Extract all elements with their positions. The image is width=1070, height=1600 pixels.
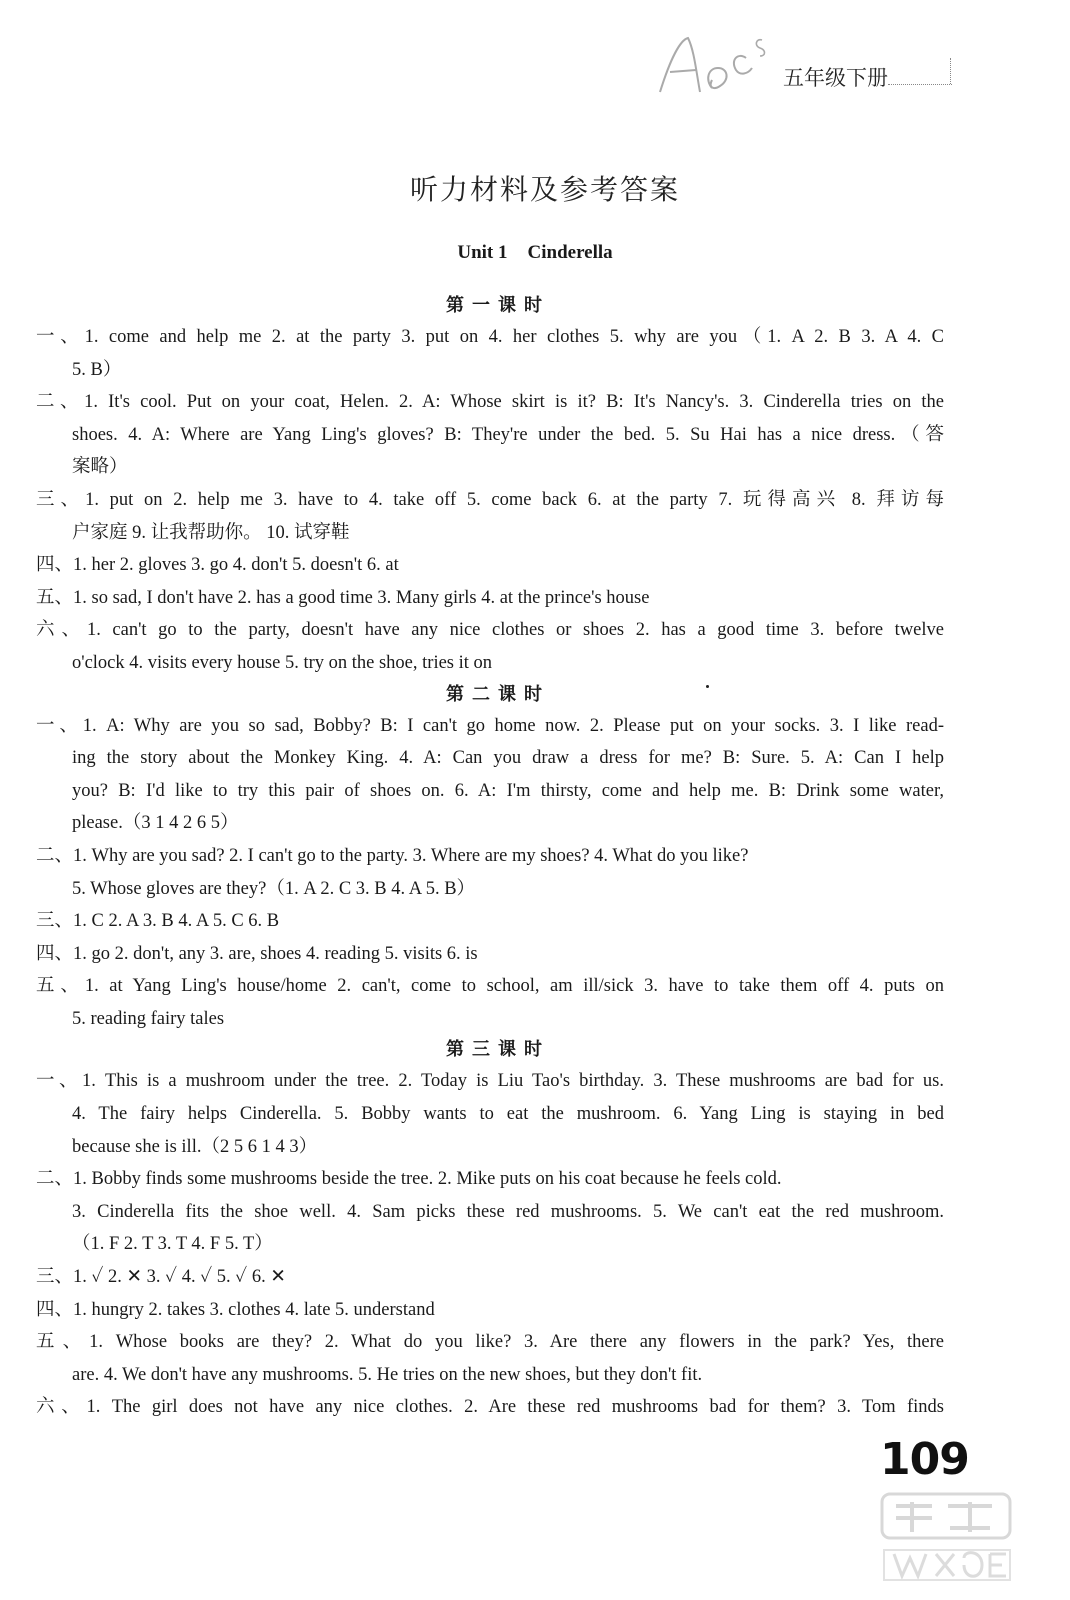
answer-line-continuation: please.（3 1 4 2 6 5） [72,813,239,834]
unit-name: Cinderella [527,242,613,263]
answer-line-continuation: are. 4. We don't have any mushrooms. 5. He tries on the new shoes, but they don't fit. [72,1364,703,1385]
lesson-heading-2: 第二课时 [446,683,550,705]
answer-line-continuation: 3. Cinderella fits the shoe well. 4. Sam picks these red mushrooms. 5. We can't eat the red mushroom. [72,1201,944,1222]
lesson-heading-3: 第三课时 [446,1039,550,1061]
answer-line: 六、1. can't go to the party, doesn't have any nice clothes or shoes 2. has a good time 3. before twelve [36,620,944,641]
answer-line: 二、1. Why are you sad? 2. I can't go to the party. 3. Where are my shoes? 4. What do you like? [36,845,749,866]
lesson-heading-1: 第一课时 [446,295,550,316]
grade-label: 五年级下册 [783,66,888,90]
answer-line: 五、1. Whose books are they? 2. What do you like? 3. Are there any flowers in the park? Yes, there [36,1332,944,1353]
answer-line: 四、1. go 2. don't, any 3. are, shoes 4. reading 5. visits 6. is [36,943,478,964]
answer-line: 三、1. C 2. A 3. B 4. A 5. C 6. B [36,911,280,932]
answer-line-continuation: 5. B） [72,359,122,380]
answer-line: 一、1. come and help me 2. at the party 3. put on 4. her clothes 5. why are you（1. A 2. B 3. A 4. C [36,327,944,347]
answer-line: 四、1. her 2. gloves 3. go 4. don't 5. doesn't 6. at [36,555,399,576]
answer-line-continuation: 4. The fairy helps Cinderella. 5. Bobby wants to eat the mushroom. 6. Yang Ling is staying in bed [72,1104,944,1125]
answer-line-continuation: 5. Whose gloves are they?（1. A 2. C 3. B 4. A 5. B） [72,878,476,899]
answer-line: 二、1. It's cool. Put on your coat, Helen. 2. A: Whose skirt is it? B: It's Nancy's. 3. Cinderella tries on the [36,392,944,413]
answer-line: 一、1. A: Why are you so sad, Bobby? B: I can't go home now. 2. Please put on your socks. 3. I like read- [36,715,944,736]
answer-content [36,291,944,1424]
abc-logo-icon [650,30,780,100]
answer-line-continuation: 5. reading fairy tales [72,1008,225,1029]
unit-heading [0,242,1070,264]
answer-line-continuation: 案略） [72,457,128,478]
answer-line-continuation: （1. F 2. T 3. T 4. F 5. T） [72,1234,273,1255]
answer-line-continuation: 户家庭 9. 让我帮助你。 10. 试穿鞋 [72,522,350,543]
answer-line-continuation: because she is ill.（2 5 6 1 4 3） [72,1136,318,1157]
answer-line: 五、1. so sad, I don't have 2. has a good time 3. Many girls 4. at the prince's house [36,587,650,608]
answer-line: 四、1. hungry 2. takes 3. clothes 4. late 5. understand [36,1299,435,1320]
page-title: 听力材料及参考答案 [409,173,680,206]
stray-dot [706,685,709,688]
answer-line: 二、1. Bobby finds some mushrooms beside the tree. 2. Mike puts on his coat because he feels cold. [36,1169,782,1190]
page-number: 109 [880,1434,969,1485]
answer-line-continuation: shoes. 4. A: Where are Yang Ling's gloves? B: They're under the bed. 5. Su Hai has a nice dress.（答 [72,424,944,445]
answer-line: 三、1. put on 2. help me 3. have to 4. take off 5. come back 6. at the party 7. 玩得高兴 8. 拜访每 [36,489,944,510]
header-divider [888,84,952,85]
answer-line-continuation: you? B: I'd like to try this pair of shoes on. 6. A: I'm thirsty, come and help me. B: Drink some water, [72,780,944,801]
answer-line: 五、1. at Yang Ling's house/home 2. can't, come to school, am ill/sick 3. have to take them off 4. puts on [36,976,944,997]
answer-line: 六、1. The girl does not have any nice clothes. 2. Are these red mushrooms bad for them? 3. Tom finds [36,1397,944,1418]
watermark-logo-icon [872,1488,1022,1588]
unit-number: Unit 1 [457,242,508,263]
answer-line-continuation: ing the story about the Monkey King. 4. A: Can you draw a dress for me? B: Sure. 5. A: Can I help [72,748,944,769]
answer-line: 一、1. This is a mushroom under the tree. 2. Today is Liu Tao's birthday. 3. These mushrooms are bad for us. [36,1071,944,1092]
header-divider-tick [950,58,951,84]
answer-line-continuation: o'clock 4. visits every house 5. try on the shoe, tries it on [72,652,493,673]
answer-line: 三、1. ✓ 2. ✕ 3. ✓ 4. ✓ 5. ✓ 6. ✕ [36,1267,286,1288]
